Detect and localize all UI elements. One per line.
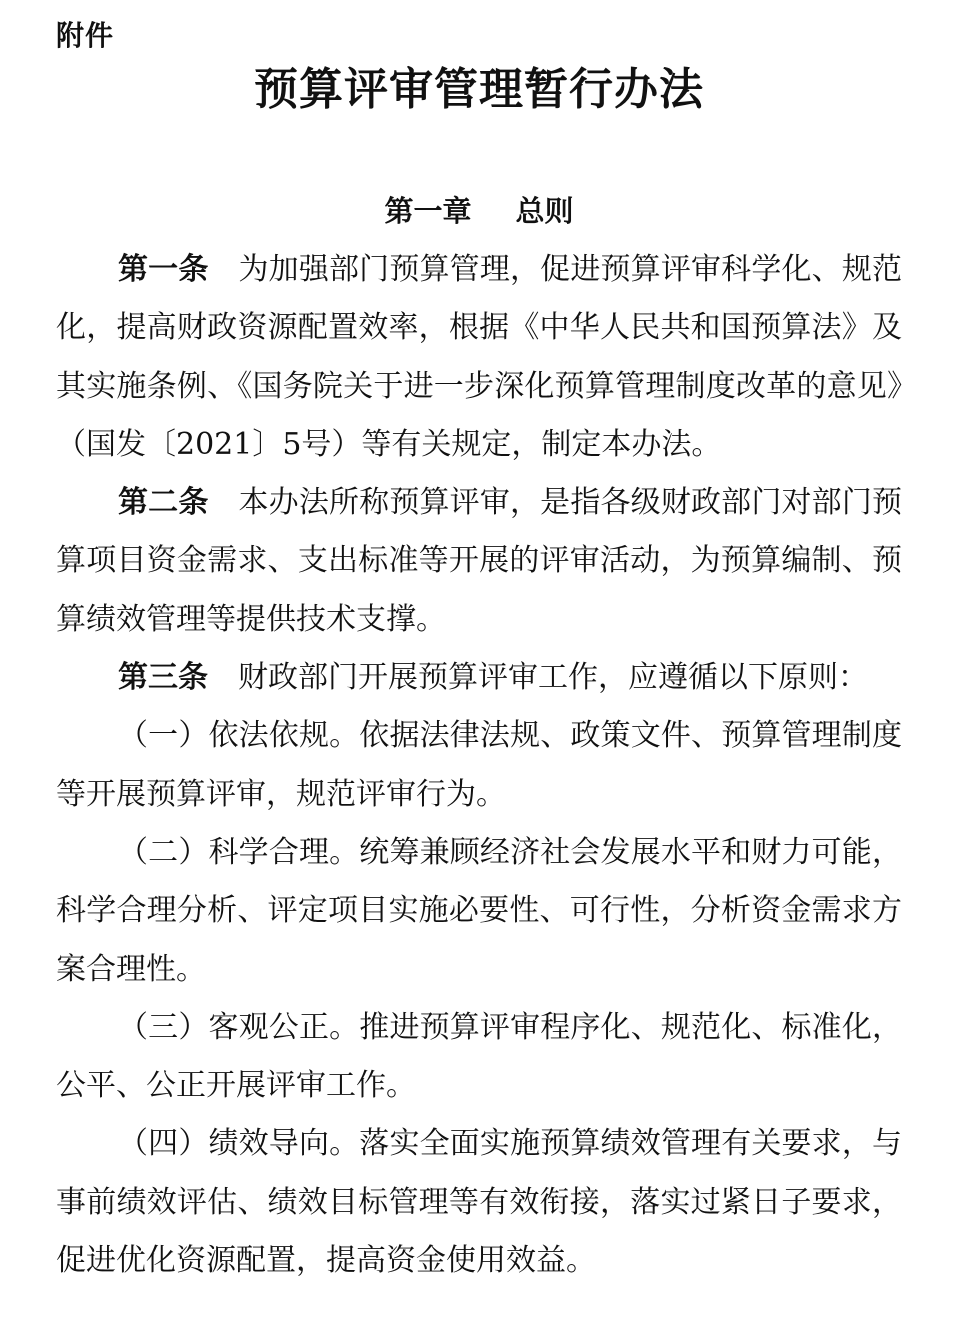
principle-item: （三）客观公正。推进预算评审程序化、规范化、标准化，公平、公正开展评审工作。 bbox=[56, 1009, 902, 1104]
article-3 bbox=[56, 649, 902, 707]
article-number: 第一条 bbox=[118, 252, 209, 287]
chapter-name: 总则 bbox=[515, 194, 574, 228]
principle-item: （二）科学合理。统筹兼顾经济社会发展水平和财力可能，科学合理分析、评定项目实施必要性、可行性，分析资金需求方案合理性。 bbox=[56, 834, 902, 987]
attachment-label: 附件 bbox=[56, 19, 115, 52]
chapter-number: 第一章 bbox=[384, 194, 472, 228]
article-2 bbox=[56, 474, 902, 649]
article-number: 第三条 bbox=[118, 660, 208, 696]
principle-item: （四）绩效导向。落实全面实施预算绩效管理有关要求，与事前绩效评估、绩效目标管理等有效衔接，落实过紧日子要求，促进优化资源配置，提高资金使用效益。 bbox=[56, 1126, 902, 1279]
principle-item: （一）依法依规。依据法律法规、政策文件、预算管理制度等开展预算评审，规范评审行为。 bbox=[56, 718, 902, 812]
document-title: 预算评审管理暂行办法 bbox=[254, 64, 704, 115]
article-text: 本办法所称预算评审，是指各级财政部门对部门预算项目资金需求、支出标准等开展的评审活动，为预算编制、预算绩效管理等提供技术支撑。 bbox=[56, 485, 902, 637]
article-number: 第二条 bbox=[118, 485, 209, 521]
article-text: 财政部门开展预算评审工作，应遵循以下原则： bbox=[238, 660, 868, 696]
document-body bbox=[56, 241, 902, 1290]
article-text: 为加强部门预算管理，促进预算评审科学化、规范化，提高财政资源配置效率，根据《中华人民共和国预算法》及其实施条例、《国务院关于进一步深化预算管理制度改革的意见》（国发〔2021〕5号）等有关规定，制定本办法。 bbox=[56, 252, 902, 462]
chapter-heading bbox=[0, 191, 958, 231]
article-1 bbox=[56, 241, 902, 474]
